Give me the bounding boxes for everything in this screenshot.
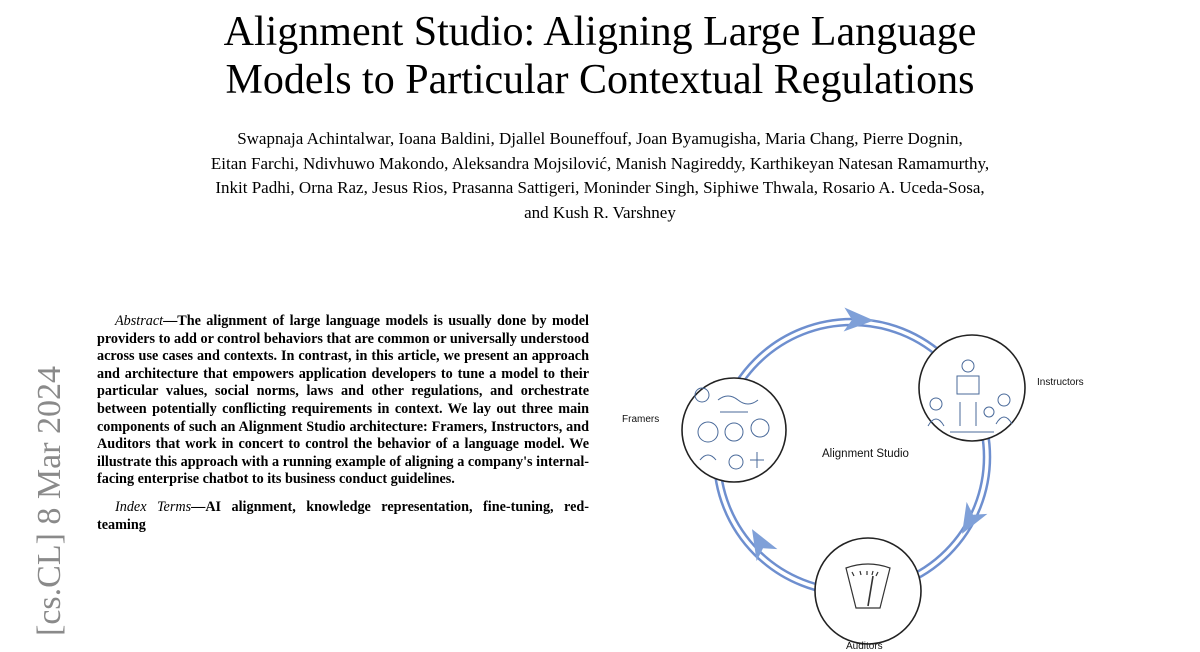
index-terms-label: Index Terms [115,498,192,515]
index-terms-paragraph [97,499,589,534]
index-terms-separator: — [191,498,206,515]
author-line-2: Eitan Farchi, Ndivhuwo Makondo, Aleksandra Mojsilović, Manish Nagireddy, Karthikeyan Natesan Ramamurthy, [210,153,990,173]
cycle-arrow-left [742,523,778,561]
alignment-studio-center-label: Alignment Studio [822,448,909,460]
abstract-paragraph [97,313,589,489]
cycle-arrow-right [952,502,988,540]
abstract-label: Abstract [115,313,164,329]
author-line-4: and Kush R. Varshney [524,202,676,222]
title-line-1: Alignment Studio: Aligning Large Language [223,9,977,55]
index-terms-text: AI alignment, knowledge representation, fine-tuning, red-teaming [97,498,589,533]
auditors-label: Auditors [846,641,883,652]
instructors-node [919,335,1025,441]
instructors-label: Instructors [1037,377,1084,388]
alignment-studio-figure [600,300,1200,652]
figure-diagram [600,300,1200,648]
title-line-2: Models to Particular Contextual Regulations [225,57,975,103]
author-line-1: Swapnaja Achintalwar, Ioana Baldini, Djallel Bouneffouf, Joan Byamugisha, Maria Chang, Pierre Dognin, [237,129,963,148]
framers-node [682,378,786,482]
abstract-section [97,313,589,534]
abstract-text: The alignment of large language models is usually done by model providers to add or control behaviors that are common or universally understood across use cases and contexts. In contrast, in this article, we present an approach and architecture that empowers application developers to tune a model to their particular values, social norms, laws and other regulations, and orchestrate between potentially conflicting requirements in context. We lay out three main components of such an Alignment Studio architecture: Framers, Instructors, and Auditors that work in concert to control the behavior of a language model. We illustrate this approach with a running example of aligning a company's internal-facing enterprise chatbot to its business conduct guidelines. [97,313,589,488]
auditors-node [815,538,921,644]
framers-label: Framers [622,414,660,425]
paper-title [0,8,1200,104]
author-list [60,127,1140,225]
abstract-separator: — [163,313,178,329]
author-line-3: Inkit Padhi, Orna Raz, Jesus Rios, Prasanna Sattigeri, Moninder Singh, Siphiwe Thwala, Rosario A. Uceda-Sosa, [215,178,985,197]
arxiv-stamp: [cs.CL] 8 Mar 2024 [31,365,68,636]
